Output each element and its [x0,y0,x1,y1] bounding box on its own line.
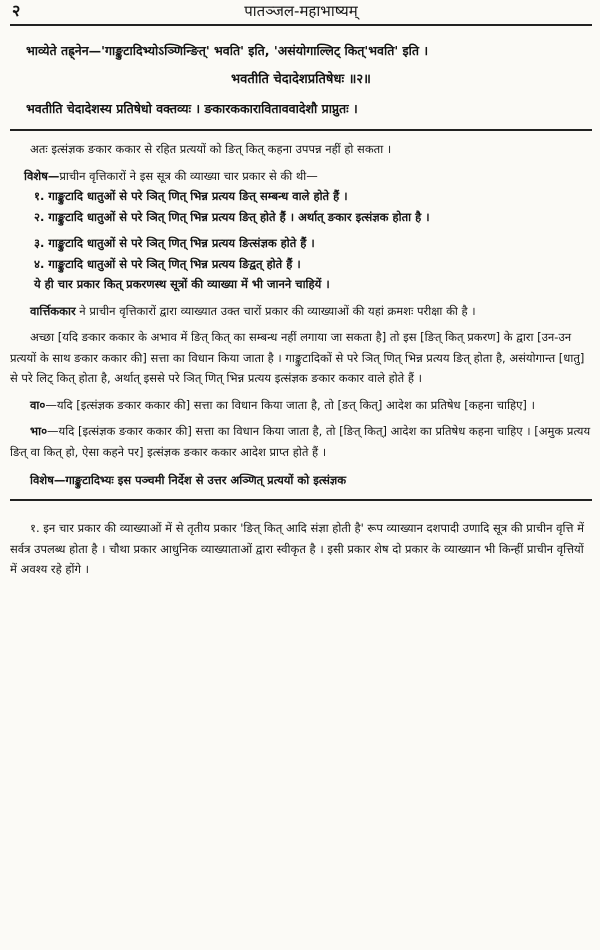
bha-text: —यदि [इत्संज्ञक ङकार ककार की] सत्ता का विधान किया जाता है, तो [ङित् कित्] आदेश का प्रतिषेध कहना चाहिए । [अमुक प्रत्यय ङित् वा कित् हो, ऐसा कहने पर] इत्संज्ञक ङकार ककार आदेश प्राप्त होते हैं । [10,424,591,459]
interpretation-list [10,186,592,274]
list-item: १. गाङ्कुटादि धातुओं से परे ञित् णित् भिन्न प्रत्यय ङित् सम्बन्ध वाले होते हैं । [34,189,348,203]
footnote: १. इन चार प्रकार की व्याख्याओं में से तृतीय प्रकार 'ङित् कित् आदि संज्ञा होती है' रूप व्याख्यान दशपादी उणादि सूत्र की प्राचीन वृत्ति में सर्वत्र उपलब्ध होता है । चौथा प्रकार आधुनिक व्याख्याताओं द्वारा स्वीकृत है । इसी प्रकार शेष दो प्रकार के व्याख्यान भी किन्हीं प्राचीन वृत्तियों में अवश्य रहे होंगे । [10,521,584,576]
sanskrit-paragraph: भवतीति चेदादेशस्य प्रतिषेधो वक्तव्यः । ङकारककाराविताववादेशौ प्राप्नुतः । [26,101,358,116]
hindi-paragraph [10,295,592,322]
hindi-paragraph: अतः इत्संज्ञक ङकार ककार से रहित प्रत्ययों को ङित् कित् कहना उपपन्न नहीं हो सकता । [30,142,392,156]
bha-label: भा० [30,424,48,438]
varttika-text: ने प्राचीन वृत्तिकारों द्वारा व्याख्यात उक्त चारों प्रकार की व्याख्याओं की यहां क्रमशः परीक्षा की है । [75,303,476,318]
list-item: २. गाङ्कुटादि धातुओं से परे ञित् णित् भिन्न प्रत्यय ङित् होते हैं । अर्थात् ङकार इत्संज्ञक होता है । [34,209,430,224]
bhashya-translation [10,415,592,462]
hindi-commentary [10,131,592,491]
varttika-translation [10,389,592,416]
page-header [10,0,592,26]
list-tail: ये ही चार प्रकार कित् प्रकरणस्थ सूत्रों की व्याख्या में भी जानने चाहियें । [34,277,330,291]
sanskrit-paragraph: भाव्येते तह्र्नेन—'गाङ्कुटादिभ्योऽञ्णिन्ङित्' भवति' इति, 'असंयोगाल्लिट् कित्'भवति' इति । [26,43,429,58]
varttika-sutra: भवतीति चेदादेशप्रतिषेधः ॥२॥ [231,72,371,87]
hindi-paragraph: अच्छा [यदि ङकार ककार के अभाव में ङित् कित् का सम्बन्ध नहीं लगाया जा सकता है] तो इस [ङित् कित् प्रकरण] के द्वारा [उन-उन प्रत्ययों के साथ ङकार ककार की] सत्ता का विधान किया जाता है । गाङ्कुटादिकों से परे ञित् णित् भिन्न प्रत्यय ङित् होता है, असंयोगान्त [धातु] से परे लिट् कित् होता है, अर्थात् इससे परे ञित् णित् भिन्न प्रत्यय इत्संज्ञक ङकार ककार वाले होते हैं । [10,330,585,385]
sanskrit-text [10,26,592,119]
footnote-divider [10,499,592,501]
list-item: ४. गाङ्कुटादि धातुओं से परे ञित् णित् भिन्न प्रत्यय ङिद्वत् होते हैं । [34,256,301,271]
vishesh-text: प्राचीन वृत्तिकारों ने इस सूत्र की व्याख्या चार प्रकार से की थी— [59,168,318,183]
list-item: ३. गाङ्कुटादि धातुओं से परे ञित् णित् भिन्न प्रत्यय ङित्संज्ञक होते हैं । [34,236,315,250]
varttikakar-term: वार्त्तिककार [30,303,76,318]
va-label: वा० [30,397,46,412]
running-title: पातञ्जल-महाभाष्यम् [244,2,358,20]
vishesh-label: विशेष— [24,168,60,183]
va-text: —यदि [इत्संज्ञक ङकार ककार की] सत्ता का विधान किया जाता है, तो [ङत् कित्] आदेश का प्रतिषेध [कहना चाहिए] । [45,397,535,412]
vishesh-note: विशेष—गाङ्कुटादिभ्यः इस पञ्चमी निर्देश से उत्तर अञ्णित् प्रत्ययों को इत्संज्ञक [30,473,347,487]
page-number: २ [12,1,21,20]
vishesh-note [10,160,592,187]
